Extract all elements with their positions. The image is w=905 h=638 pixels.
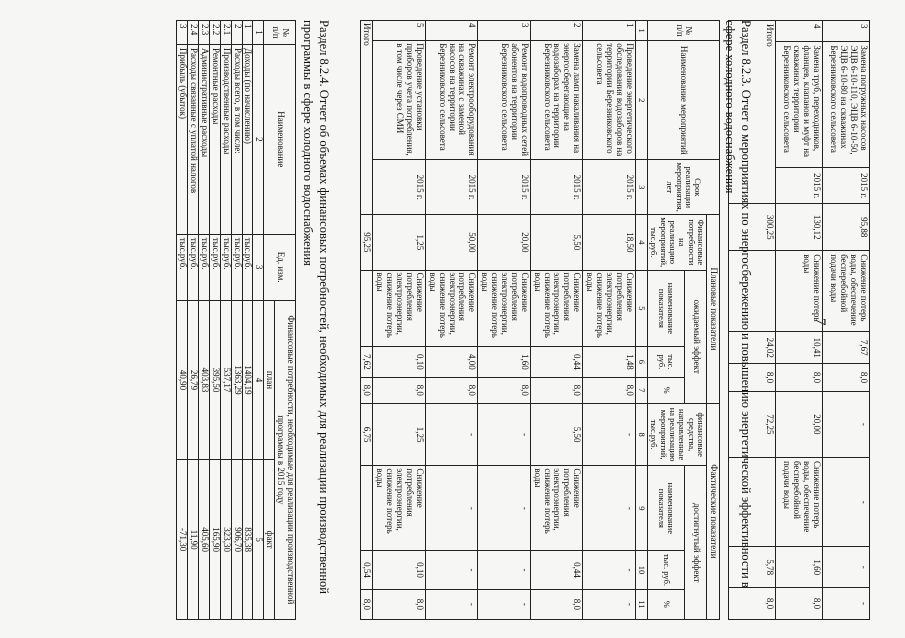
cell-total-fact-cost: 72,25 bbox=[729, 391, 776, 457]
cell-fact-pct: - bbox=[478, 589, 530, 619]
header-group: Финансовые потребности, необходимые для реализации производственной программы в 2015 году bbox=[275, 300, 296, 619]
cell-fact-indicator: Снижение потребления электроэнергии, снижение потерь воды bbox=[530, 466, 582, 551]
cell-name: Доходы (по начислению) bbox=[242, 44, 253, 234]
cell-name: Замена труб, переходников, фланцев, клапанов и муфт на скважинах территории Березниковского сельсовета bbox=[776, 42, 823, 168]
cell-n: 2.2 bbox=[209, 21, 220, 45]
col-index: 7 bbox=[635, 377, 647, 403]
cell-name: Проведение энергетического обследования водозаборов на территории Березниковского сельсовета bbox=[583, 41, 635, 160]
cell-name: Производственные расходы bbox=[220, 44, 231, 234]
col-index: 5 bbox=[635, 270, 647, 347]
cell-total-fact-cost: 6,75 bbox=[360, 403, 373, 466]
cell-cost: 5,50 bbox=[530, 215, 582, 270]
cell-total-cost: 95,25 bbox=[360, 215, 373, 270]
cell-cost: 1,25 bbox=[373, 215, 425, 270]
cell-name: Замена погружных насосов ЭЦВ 6-10-110, ЭЦВ 6-10-50, ЭЦВ 6-10-80 на скважинах Березниковского сельсовета bbox=[823, 42, 870, 168]
header-fact-rub: тыс. руб. bbox=[648, 551, 685, 589]
cell-fact-indicator: - bbox=[823, 457, 870, 547]
header-plan: план bbox=[264, 300, 275, 460]
header-pct: % bbox=[648, 377, 685, 403]
cell-plan: 395,50 bbox=[209, 300, 220, 460]
cell-plan: 1404,19 bbox=[242, 300, 253, 460]
cell-fact: 323,30 bbox=[220, 460, 231, 620]
cell-rub: 0,44 bbox=[530, 347, 582, 377]
col-index: 5 bbox=[253, 460, 264, 620]
cell-unit: тыс.руб. bbox=[177, 234, 188, 300]
cell-n: 2.1 bbox=[220, 21, 231, 45]
cell-name: Административные расходы bbox=[198, 44, 209, 234]
header-term: Срок реализации мероприятия, лет bbox=[648, 160, 720, 215]
cell-total-fact-pct: 8,0 bbox=[360, 589, 373, 619]
cell-total-pct: 8,0 bbox=[360, 377, 373, 403]
header-plan-group: Плановые показатели bbox=[707, 215, 720, 404]
cell-total-label: Итого bbox=[360, 21, 373, 215]
header-n: № п/п bbox=[648, 21, 720, 41]
cell-total-rub: 24,02 bbox=[729, 332, 776, 364]
table-row bbox=[583, 21, 635, 620]
table-row bbox=[242, 21, 253, 620]
header-fact-indicator: наименование показателя bbox=[648, 466, 685, 551]
cell-fact-rub: 0,44 bbox=[530, 551, 582, 589]
cell-name: Ремонт электрооборудования на скважинах с заменой насосов на территории Березниковского сельсовета bbox=[425, 41, 477, 160]
header-cost: Финансовые потребности на реализацию мероприятий, тыс.руб. bbox=[648, 215, 707, 270]
table-row bbox=[425, 21, 477, 620]
table-row bbox=[177, 21, 188, 620]
cell-fact: 165,90 bbox=[209, 460, 220, 620]
cell-unit: тыс.руб. bbox=[242, 234, 253, 300]
cell-fact-indicator: - bbox=[425, 466, 477, 551]
cell-fact-cost: - bbox=[478, 403, 530, 466]
cell-term: 2015 г. bbox=[373, 160, 425, 215]
col-index: 4 bbox=[253, 300, 264, 460]
cell-name: Прибыль (убыток) bbox=[177, 44, 188, 234]
cell-fact-indicator: - bbox=[583, 466, 635, 551]
table-row bbox=[188, 21, 199, 620]
table-row bbox=[478, 21, 530, 620]
cell-total-cost: 300,25 bbox=[729, 204, 776, 251]
cell-fact-cost: 1,25 bbox=[373, 403, 425, 466]
cell-n: 2.3 bbox=[198, 21, 209, 45]
cell-unit: тыс.руб. bbox=[220, 234, 231, 300]
financial-needs-table bbox=[176, 20, 296, 620]
cell-fact-cost: 20,00 bbox=[776, 391, 823, 457]
col-index: 2 bbox=[635, 41, 647, 160]
cell-cost: 50,00 bbox=[425, 215, 477, 270]
header-fact-cost: финансовые средства, направленные на реализацию мероприятий, тыс.руб. bbox=[648, 403, 707, 466]
header-n: № п/п bbox=[264, 21, 296, 45]
table-row bbox=[220, 21, 231, 620]
cell-fact-indicator: Снижение потерь воды, обеспечение бесперебойной подачи воды bbox=[776, 457, 823, 547]
cell-pct: 8,0 bbox=[530, 377, 582, 403]
cell-name: Расходы связанные с уплатой налогов bbox=[188, 44, 199, 234]
energy-efficiency-table bbox=[360, 20, 720, 620]
cell-rub: 4,00 bbox=[425, 347, 477, 377]
col-index: 6 bbox=[635, 347, 647, 377]
header-unit: Ед. изм. bbox=[264, 234, 296, 300]
cell-fact-pct: - bbox=[823, 587, 870, 619]
cell-unit: тыс.руб. bbox=[231, 234, 242, 300]
cell-plan: 403,83 bbox=[198, 300, 209, 460]
page-number: 7 bbox=[812, 318, 828, 326]
cell-fact-rub: - bbox=[425, 551, 477, 589]
cell-fact-rub: - bbox=[583, 551, 635, 589]
table-row bbox=[823, 21, 870, 620]
col-index: 4 bbox=[635, 215, 647, 270]
header-fact: факт bbox=[264, 460, 275, 620]
header-rub: тыс. руб. bbox=[648, 347, 685, 377]
cell-cost: 95,88 bbox=[823, 204, 870, 251]
cell-indicator: Снижение потребления электроэнергии, снижение потерь воды bbox=[530, 270, 582, 347]
cell-fact-pct: - bbox=[583, 589, 635, 619]
cell-term: 2015 г. bbox=[425, 160, 477, 215]
cell-fact-rub: 0,10 bbox=[373, 551, 425, 589]
cell-cost: 18,50 bbox=[583, 215, 635, 270]
cell-fact-cost: - bbox=[583, 403, 635, 466]
cell-fact-cost: - bbox=[823, 391, 870, 457]
header-fact-group: Фактические показатели bbox=[707, 403, 720, 619]
col-index: 2 bbox=[253, 44, 264, 234]
cell-plan: 1363,29 bbox=[231, 300, 242, 460]
cell-indicator: Снижение потребления электроэнергии, снижение потерь воды bbox=[478, 270, 530, 347]
table-row bbox=[231, 21, 242, 620]
header-fact-pct: % bbox=[648, 589, 685, 619]
cell-cost: 20,00 bbox=[478, 215, 530, 270]
cell-fact: 906,70 bbox=[231, 460, 242, 620]
cell-name: Ремонтные расходы bbox=[209, 44, 220, 234]
cell-indicator: Снижение потерь воды bbox=[776, 251, 823, 332]
cell-plan: 40,90 bbox=[177, 300, 188, 460]
header-name: Наименование bbox=[264, 44, 296, 234]
col-index: 1 bbox=[635, 21, 647, 41]
cell-pct: 8,0 bbox=[776, 364, 823, 392]
cell-n: 1 bbox=[242, 21, 253, 45]
section-title-financial-needs: Раздел 8.2.4. Отчет об объемах финансовых потребностей, необходимых для реализации производственной программы в сфере холодного водоснабжения bbox=[300, 20, 331, 594]
col-index: 11 bbox=[635, 589, 647, 619]
cell-total-pct: 8,0 bbox=[729, 364, 776, 392]
col-index: 10 bbox=[635, 551, 647, 589]
cell-n: 3 bbox=[823, 21, 870, 42]
cell-total-fact-pct: 8,0 bbox=[729, 587, 776, 619]
cell-fact-pct: 8,0 bbox=[530, 589, 582, 619]
cell-term: 2015 г. bbox=[530, 160, 582, 215]
cell-n: 4 bbox=[776, 21, 823, 42]
cell-fact-pct: - bbox=[425, 589, 477, 619]
cell-n: 2 bbox=[530, 21, 582, 41]
cell-indicator: Снижение потребления электроэнергии, снижение потерь воды bbox=[373, 270, 425, 347]
cell-n: 5 bbox=[373, 21, 425, 41]
cell-fact: 835,38 bbox=[242, 460, 253, 620]
cell-name: Замена ламп накаливания на энергосберегающие на водозаборах на территории Березниковского сельсовета bbox=[530, 41, 582, 160]
cell-fact: 405,60 bbox=[198, 460, 209, 620]
cell-fact-cost: 5,50 bbox=[530, 403, 582, 466]
cell-total-rub: 7,62 bbox=[360, 347, 373, 377]
cell-n: 3 bbox=[177, 21, 188, 45]
cell-unit: тыс.руб. bbox=[188, 234, 199, 300]
cell-cost: 130,12 bbox=[776, 204, 823, 251]
cell-fact-cost: - bbox=[425, 403, 477, 466]
cell-indicator: Снижение потребления электроэнергии, снижение потерь воды bbox=[425, 270, 477, 347]
header-name: Наименование мероприятий bbox=[648, 41, 720, 160]
cell-plan: 537,17 bbox=[220, 300, 231, 460]
cell-pct: 8,0 bbox=[373, 377, 425, 403]
col-index: 3 bbox=[635, 160, 647, 215]
cell-total-label: Итого bbox=[729, 21, 776, 204]
cell-fact-rub: - bbox=[478, 551, 530, 589]
cell-term: 2015 г. bbox=[478, 160, 530, 215]
table-row bbox=[209, 21, 220, 620]
cell-indicator: Снижение потерь воды, обеспечение бесперебойной подачи воды bbox=[823, 251, 870, 332]
cell-name: Проведение установки приборов учета потребления, в том числе через СМИ bbox=[373, 41, 425, 160]
cell-fact: -71,30 bbox=[177, 460, 188, 620]
cell-term: 2015 г. bbox=[583, 160, 635, 215]
cell-n: 2.4 bbox=[188, 21, 199, 45]
cell-fact-rub: - bbox=[823, 547, 870, 588]
cell-n: 2 bbox=[231, 21, 242, 45]
cell-fact-indicator: - bbox=[478, 466, 530, 551]
table-row bbox=[776, 21, 823, 620]
cell-term: 2015 г. bbox=[776, 168, 823, 204]
cell-fact: 11,90 bbox=[188, 460, 199, 620]
cell-indicator: Снижение потребления электроэнергии, снижение потерь воды bbox=[583, 270, 635, 347]
header-indicator: наименование показателя bbox=[648, 270, 685, 347]
cell-rub: 1,48 bbox=[583, 347, 635, 377]
cell-fact-pct: 8,0 bbox=[776, 587, 823, 619]
cell-unit: тыс.руб. bbox=[198, 234, 209, 300]
table-row bbox=[373, 21, 425, 620]
cell-total-fact-rub: 5,78 bbox=[729, 547, 776, 588]
cell-name: Ремонт водопроводных сетей абонентов на территории Березниковского сельсовета bbox=[478, 41, 530, 160]
cell-rub: 0,10 bbox=[373, 347, 425, 377]
cell-n: 4 bbox=[425, 21, 477, 41]
cell-unit: тыс.руб. bbox=[209, 234, 220, 300]
table-row bbox=[530, 21, 582, 620]
cell-rub: 1,60 bbox=[478, 347, 530, 377]
cell-fact-rub: 1,60 bbox=[776, 547, 823, 588]
cell-pct: 8,0 bbox=[823, 364, 870, 392]
cell-pct: 8,0 bbox=[583, 377, 635, 403]
cell-rub: 10,41 bbox=[776, 332, 823, 364]
section-title-energy-efficiency: Раздел 8.2.3. Отчет о мероприятиях по энергосбережению и повышению энергетической эффективности в сфере холодного водоснабжения bbox=[722, 20, 753, 588]
cell-name: Расходы всего, в том числе: bbox=[231, 44, 242, 234]
cell-fact-indicator: Снижение потребления электроэнергии, снижение потерь воды bbox=[373, 466, 425, 551]
cell-n: 3 bbox=[478, 21, 530, 41]
cell-term: 2015 г. bbox=[823, 168, 870, 204]
col-index: 1 bbox=[253, 21, 264, 45]
col-index: 8 bbox=[635, 403, 647, 466]
cell-plan: 26,79 bbox=[188, 300, 199, 460]
cell-total-fact-rub: 0,54 bbox=[360, 551, 373, 589]
header-achieved: достигнутый эффект bbox=[685, 466, 707, 620]
rotated-content bbox=[0, 20, 870, 620]
col-index: 9 bbox=[635, 466, 647, 551]
cell-fact-pct: 8,0 bbox=[373, 589, 425, 619]
cell-pct: 8,0 bbox=[425, 377, 477, 403]
table-row bbox=[198, 21, 209, 620]
header-expected: ожидаемый эффект bbox=[685, 270, 707, 403]
table-total-row bbox=[360, 21, 373, 620]
cell-rub: 7,67 bbox=[823, 332, 870, 364]
col-index: 3 bbox=[253, 234, 264, 300]
cell-pct: 8,0 bbox=[478, 377, 530, 403]
cell-n: 1 bbox=[583, 21, 635, 41]
